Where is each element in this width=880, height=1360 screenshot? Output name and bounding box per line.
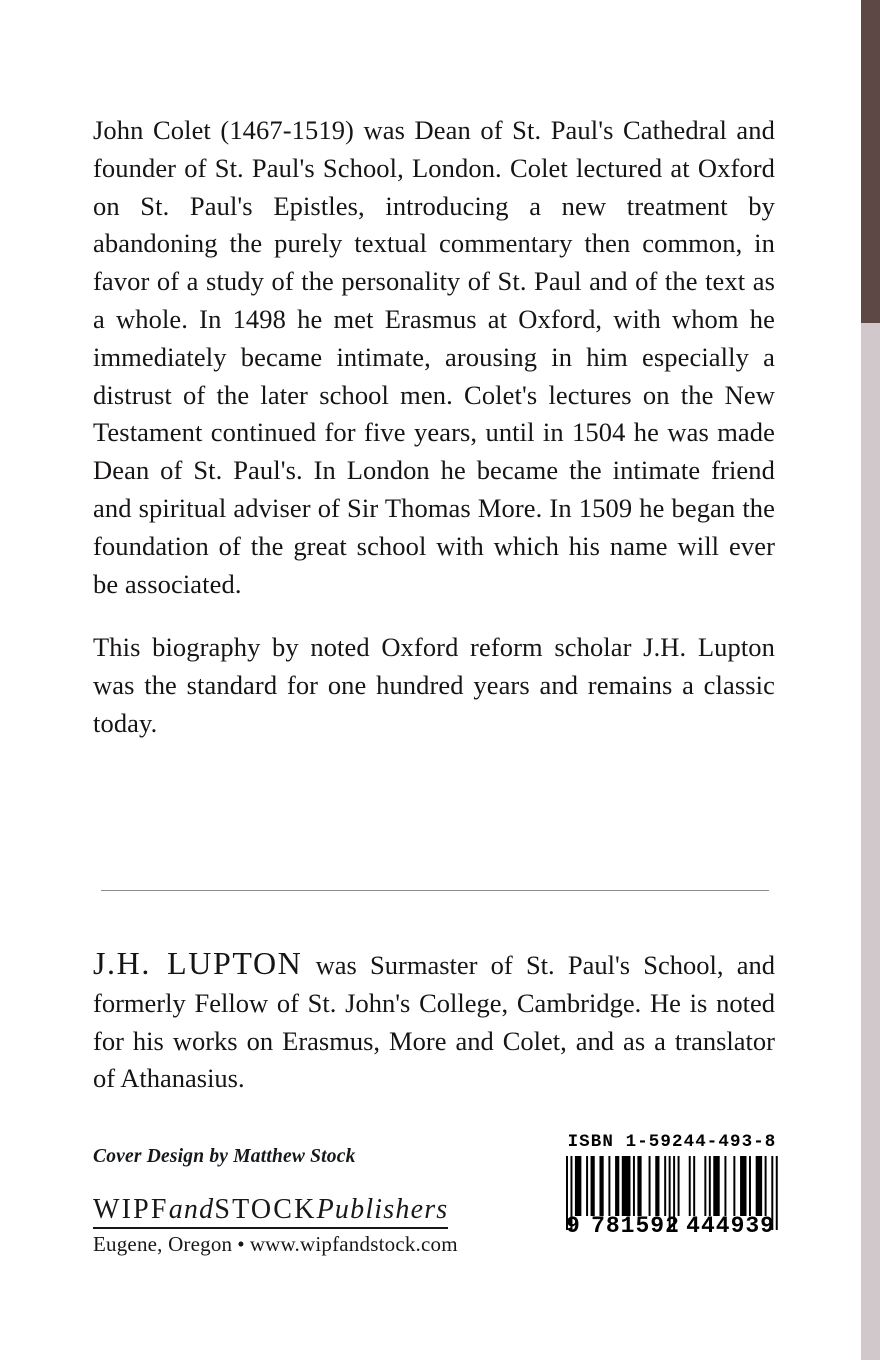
author-bio-text: was Surmaster of St. Paul's School, and formerly Fellow of St. John's College, Cambridge. He is noted for his works on Erasmus, More and Colet, and as a translator of Athanasius. [93, 950, 775, 1094]
publisher-address [93, 1232, 493, 1257]
isbn-label: ISBN 1-59244-493-8 [567, 1132, 777, 1152]
publisher-word-publishers: Publishers [316, 1194, 449, 1225]
publisher-city-state: Eugene, Oregon [93, 1232, 233, 1256]
ean-digits [566, 1213, 778, 1239]
barcode-block [566, 1132, 778, 1239]
author-bio-section [93, 945, 775, 1098]
blurb-section [93, 112, 775, 743]
publisher-logo [93, 1194, 448, 1229]
publisher-footer [93, 1146, 493, 1257]
publisher-word-wipf: WIPF [93, 1194, 169, 1225]
ean-lead-digit: 9 [566, 1213, 581, 1239]
edge-strip-top-segment [861, 0, 880, 323]
ean-group-1: 781592 [591, 1213, 680, 1239]
publisher-website: www.wipfandstock.com [249, 1232, 458, 1256]
bullet-separator: • [237, 1232, 245, 1256]
publisher-word-stock: STOCK [214, 1194, 317, 1225]
blurb-paragraph-2: This biography by noted Oxford reform scholar J.H. Lupton was the standard for one hundred years and remains a classic today. [93, 632, 775, 738]
author-name: J.H. LUPTON [93, 945, 303, 981]
cover-edge-strip [861, 0, 880, 1360]
edge-strip-bottom-segment [861, 323, 880, 1360]
section-divider [101, 890, 769, 891]
publisher-conjunction: and [168, 1194, 215, 1225]
author-bio-paragraph [93, 945, 775, 1098]
ean-group-2: 444939 [686, 1213, 775, 1239]
cover-design-credit: Cover Design by Matthew Stock [93, 1146, 356, 1167]
blurb-paragraph-1: John Colet (1467-1519) was Dean of St. Paul's Cathedral and founder of St. Paul's School, London. Colet lectured at Oxford on St. Paul's Epistles, introducing a new treatment by abandoning the purely textual commentary then common, in favor of a study of the personality of St. Paul and of the text as a whole. In 1498 he met Erasmus at Oxford, with whom he immediately became intimate, arousing in him especially a distrust of the later school men. Colet's lectures on the New Testament continued for five years, until in 1504 he was made Dean of St. Paul's. In London he became the intimate friend and spiritual adviser of Sir Thomas More. In 1509 he began the foundation of the great school with which his name will ever be associated. [93, 115, 775, 599]
